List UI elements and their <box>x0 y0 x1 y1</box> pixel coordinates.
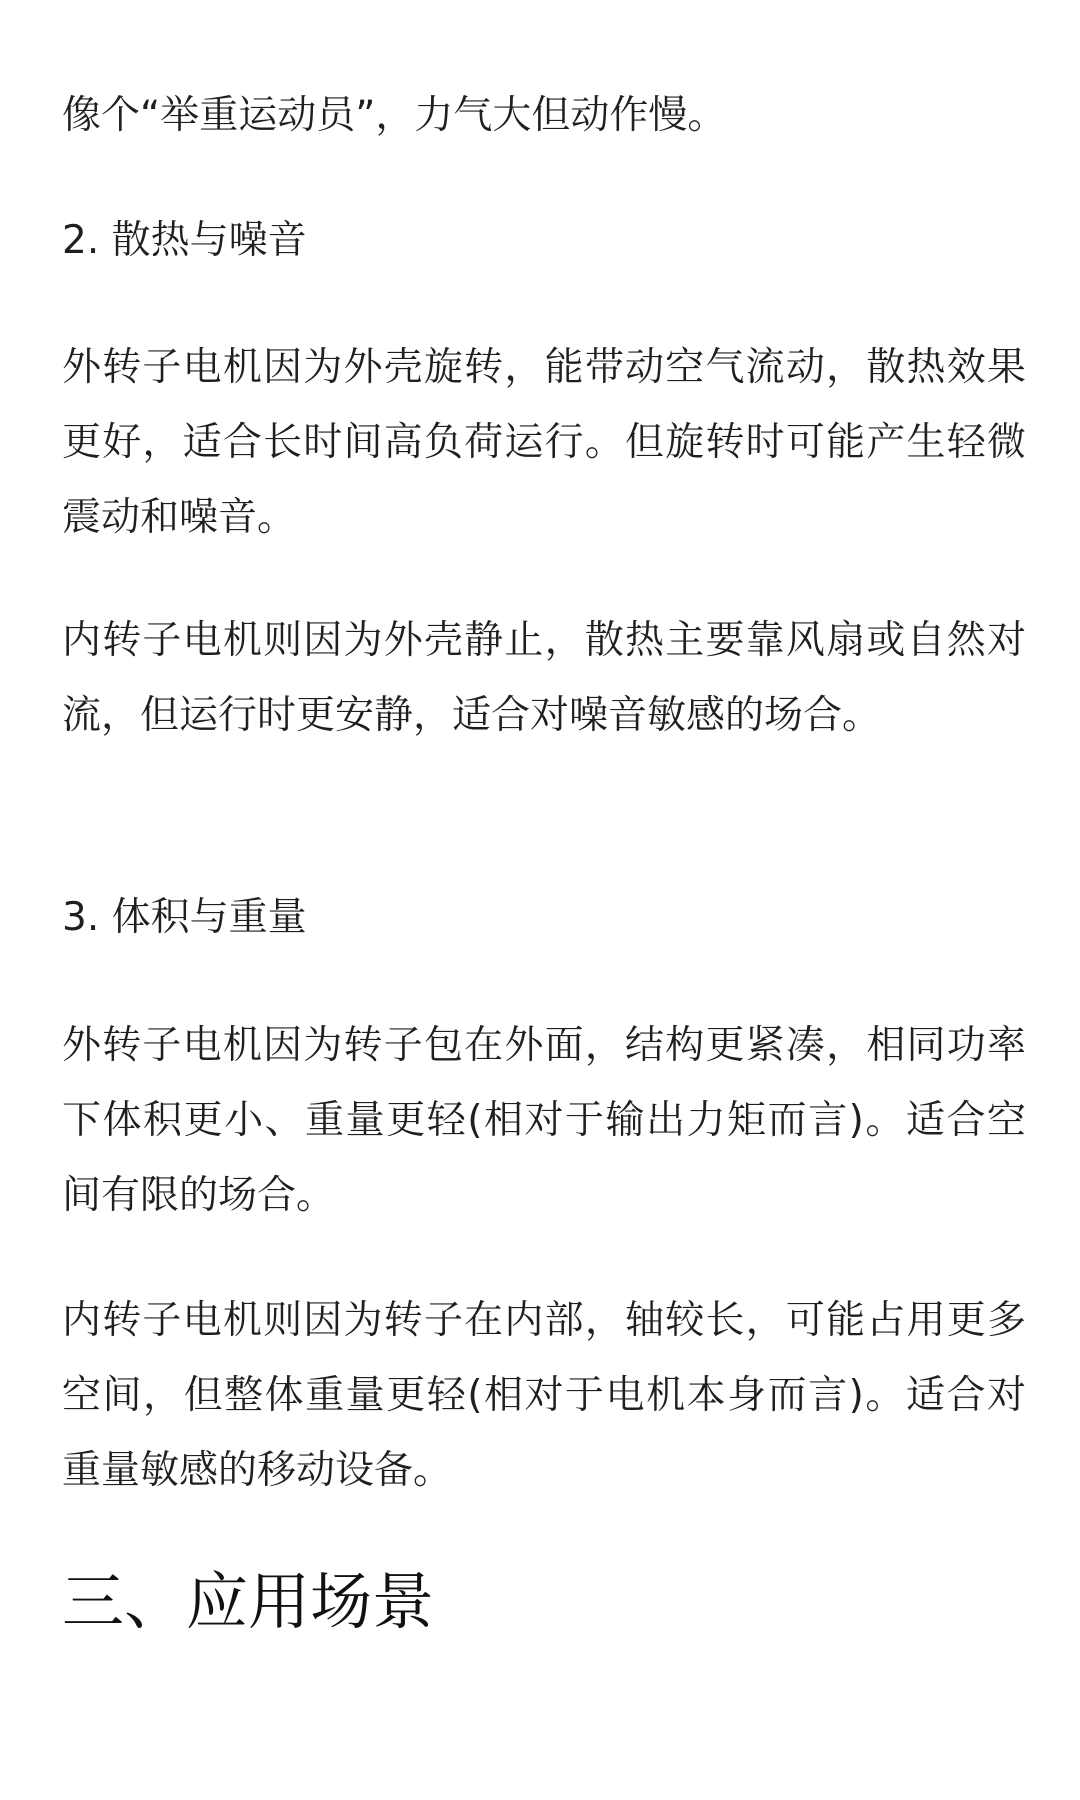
paragraph-inner-rotor-size: 内转子电机则因为转子在内部，轴较长，可能占用更多空间，但整体重量更轻(相对于电机本身而言)。适合对重量敏感的移动设备。 <box>62 1298 1026 1493</box>
section-title-applications: 三、应用场景 <box>62 1565 435 1638</box>
paragraph-intro-tail: 像个“举重运动员”，力气大但动作慢。 <box>62 93 727 138</box>
paragraph-outer-rotor-size: 外转子电机因为转子包在外面，结构更紧凑，相同功率下体积更小、重量更轻(相对于输出力矩而言)。适合空间有限的场合。 <box>62 1023 1026 1218</box>
subheading-size-weight: 3. 体积与重量 <box>62 895 307 940</box>
subheading-heat-noise: 2. 散热与噪音 <box>62 218 307 263</box>
paragraph-outer-rotor-heat: 外转子电机因为外壳旋转，能带动空气流动，散热效果更好，适合长时间高负荷运行。但旋转时可能产生轻微震动和噪音。 <box>62 345 1026 540</box>
paragraph-inner-rotor-heat: 内转子电机则因为外壳静止，散热主要靠风扇或自然对流，但运行时更安静，适合对噪音敏感的场合。 <box>62 618 1026 738</box>
